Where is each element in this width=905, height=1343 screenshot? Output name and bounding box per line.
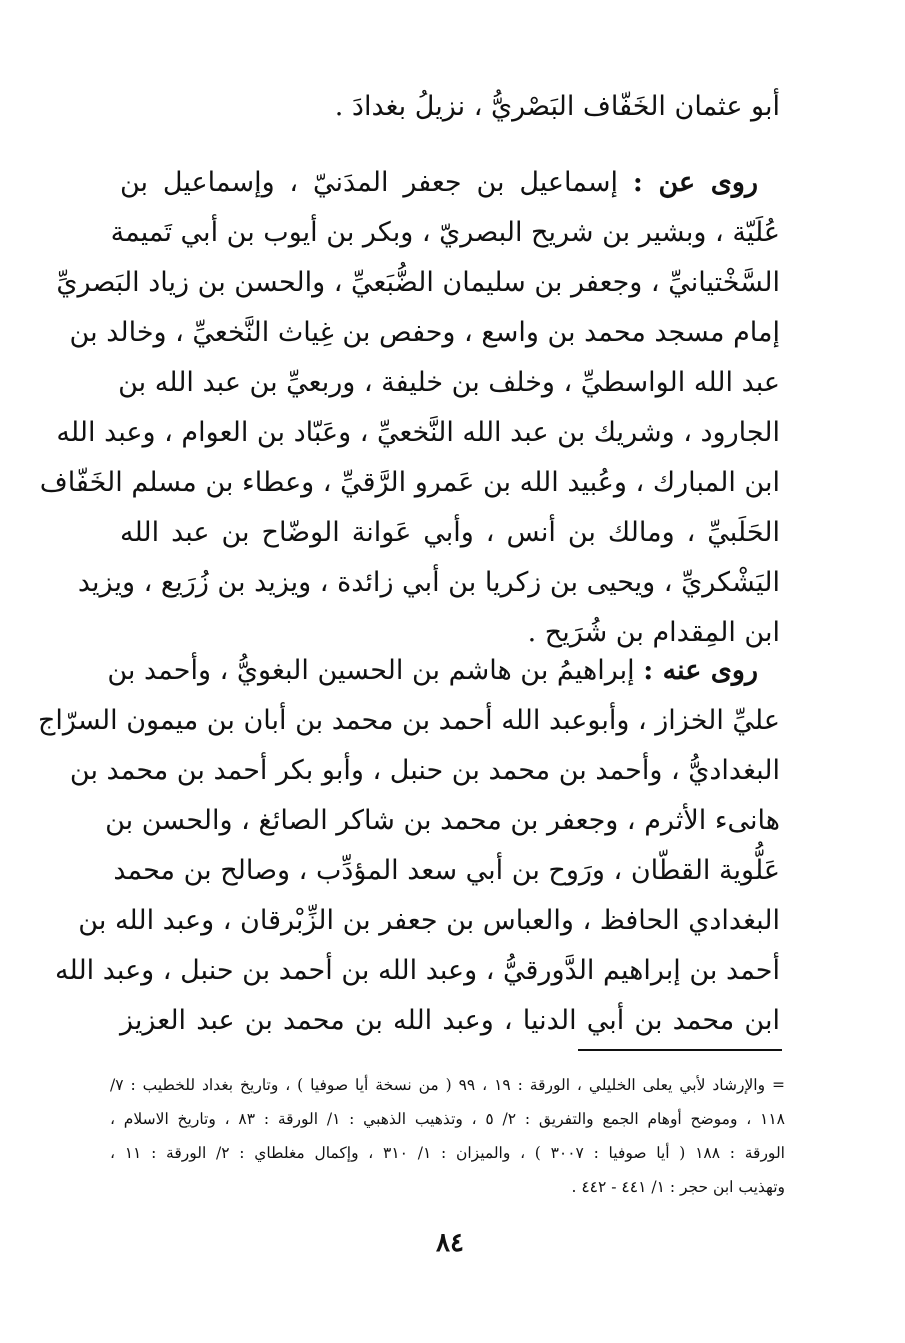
text-line: ابن محمد بن أبي الدنيا ، وعبد الله بن محمد بن عبد العزيز bbox=[120, 1005, 780, 1036]
text-line: السَّخْتيانيِّ ، وجعفر بن سليمان الضُّبَعيِّ ، والحسن بن زياد البَصريِّ bbox=[56, 267, 780, 298]
opening-paragraph bbox=[120, 82, 780, 132]
footnote-line: = والإرشاد لأبي يعلى الخليلي ، الورقة : ١٩ ، ٩٩ ( من نسخة أيا صوفيا ) ، وتاريخ بغداد للخطيب : ٧/ bbox=[110, 1076, 785, 1094]
page-number: ٨٤ bbox=[436, 1228, 464, 1258]
footnote-separator bbox=[578, 1049, 782, 1051]
text-line bbox=[107, 646, 780, 696]
text-line: عليِّ الخزاز ، وأبوعبد الله أحمد بن محمد بن أبان بن ميمون السرّاج bbox=[38, 705, 780, 736]
text-line: عَلُّوية القطّان ، ورَوح بن أبي سعد المؤدِّب ، وصالح بن محمد bbox=[113, 855, 780, 886]
section-lead-narrated-from: روى عن : bbox=[632, 167, 758, 198]
text-line: عُلَيّة ، وبشير بن شريح البصريّ ، وبكر بن أيوب بن أبي تَميمة bbox=[110, 217, 780, 248]
footnote bbox=[110, 1068, 785, 1204]
text-line: الحَلَبيِّ ، ومالك بن أنس ، وأبي عَوانة الوضّاح بن عبد الله bbox=[120, 517, 780, 548]
text-line: إمام مسجد محمد بن واسع ، وحفص بن غِياث النَّخعيِّ ، وخالد بن bbox=[69, 317, 780, 348]
section-lead-narrated-by: روى عنه : bbox=[643, 655, 758, 686]
narrated-from-paragraph bbox=[39, 158, 780, 658]
text-line: البغداديُّ ، وأحمد بن محمد بن حنبل ، وأبو بكر أحمد بن محمد بن bbox=[69, 755, 780, 786]
footnote-line: الورقة : ١٨٨ ( أيا صوفيا : ٣٠٠٧ ) ، والميزان : ١/ ٣١٠ ، وإكمال مغلطاي : ٢/ الورقة : ١١ ، bbox=[110, 1144, 785, 1162]
text-line: هانىء الأثرم ، وجعفر بن محمد بن شاكر الصائغ ، والحسن بن bbox=[105, 805, 780, 836]
text-line: اليَشْكريِّ ، ويحيى بن زكريا بن أبي زائدة ، ويزيد بن زُرَيع ، ويزيد bbox=[77, 567, 780, 598]
text-line: عبد الله الواسطيِّ ، وخلف بن خليفة ، وربعيِّ بن عبد الله بن bbox=[118, 367, 780, 398]
footnote-line: وتهذيب ابن حجر : ١/ ٤٤١ - ٤٤٢ . bbox=[571, 1178, 785, 1196]
text-line: أحمد بن إبراهيم الدَّورقيُّ ، وعبد الله بن أحمد بن حنبل ، وعبد الله bbox=[55, 955, 780, 986]
narrated-by-paragraph bbox=[38, 646, 780, 1046]
text-line: البغدادي الحافظ ، والعباس بن جعفر بن الزِّبْرقان ، وعبد الله بن bbox=[78, 905, 780, 936]
text-line: أبو عثمان الخَفّاف البَصْريُّ ، نزيلُ بغدادَ . bbox=[334, 91, 780, 122]
footnote-line: ١١٨ ، وموضح أوهام الجمع والتفريق : ٢/ ٥ ، وتذهيب الذهبي : ١/ الورقة : ٨٣ ، وتاريخ الاسلام ، bbox=[110, 1110, 785, 1128]
text-line-content: إسماعيل بن جعفر المدَنيّ ، وإسماعيل بن bbox=[120, 167, 619, 198]
text-line-content: إبراهيمُ بن هاشم بن الحسين البغويُّ ، وأحمد بن bbox=[107, 655, 635, 686]
text-line: ابن المبارك ، وعُبيد الله بن عَمرو الرَّقيِّ ، وعطاء بن مسلم الخَفّاف bbox=[39, 467, 780, 498]
text-line bbox=[120, 158, 780, 208]
text-line: ابن المِقدام بن شُرَيح . bbox=[527, 617, 780, 648]
text-line: الجارود ، وشريك بن عبد الله النَّخعيِّ ، وعَبّاد بن العوام ، وعبد الله bbox=[56, 417, 780, 448]
